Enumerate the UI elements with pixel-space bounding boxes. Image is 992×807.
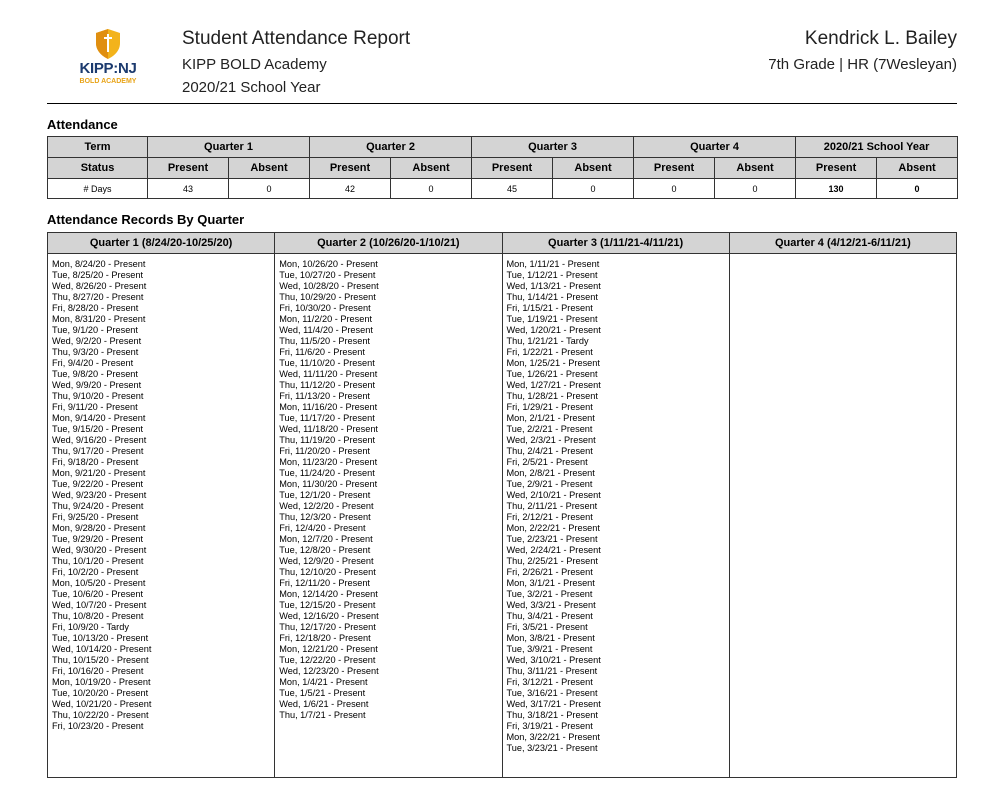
attendance-section-title: Attendance xyxy=(47,117,118,132)
attendance-record-item: Wed, 8/26/20 - Present xyxy=(52,281,147,291)
attendance-record-item: Fri, 10/2/20 - Present xyxy=(52,567,139,577)
records-section-title: Attendance Records By Quarter xyxy=(47,212,245,227)
year-present-label: Present xyxy=(796,158,877,179)
q3-absent-value: 0 xyxy=(553,179,634,199)
attendance-record-item: Wed, 12/23/20 - Present xyxy=(279,666,379,676)
attendance-record-item: Wed, 9/2/20 - Present xyxy=(52,336,142,346)
attendance-record-item: Tue, 8/25/20 - Present xyxy=(52,270,144,280)
attendance-record-item: Tue, 10/13/20 - Present xyxy=(52,633,149,643)
attendance-record-item: Thu, 12/10/20 - Present xyxy=(279,567,376,577)
days-row xyxy=(48,179,958,199)
attendance-record-item: Tue, 12/15/20 - Present xyxy=(279,600,376,610)
attendance-record-item: Wed, 3/10/21 - Present xyxy=(506,655,601,665)
attendance-record-item: Fri, 9/4/20 - Present xyxy=(52,358,134,368)
status-label: Status xyxy=(48,158,148,179)
attendance-record-item: Thu, 12/17/20 - Present xyxy=(279,622,376,632)
quarter-2-column xyxy=(275,233,502,777)
attendance-record-item: Fri, 8/28/20 - Present xyxy=(52,303,139,313)
attendance-record-item: Wed, 2/24/21 - Present xyxy=(506,545,601,555)
attendance-record-item: Mon, 10/19/20 - Present xyxy=(52,677,151,687)
attendance-record-item: Tue, 2/23/21 - Present xyxy=(506,534,598,544)
attendance-record-item: Tue, 11/10/20 - Present xyxy=(279,358,375,368)
term-q1: Quarter 1 xyxy=(148,137,310,158)
attendance-record-item: Wed, 1/27/21 - Present xyxy=(506,380,601,390)
quarter-2-list xyxy=(275,254,501,721)
quarter-4-column xyxy=(730,233,956,777)
attendance-record-item: Thu, 3/4/21 - Present xyxy=(506,611,593,621)
attendance-record-item: Thu, 1/7/21 - Present xyxy=(279,710,366,720)
attendance-record-item: Thu, 10/8/20 - Present xyxy=(52,611,144,621)
attendance-record-item: Thu, 11/12/20 - Present xyxy=(279,380,376,390)
attendance-record-item: Mon, 10/26/20 - Present xyxy=(279,259,378,269)
attendance-record-item: Mon, 9/21/20 - Present xyxy=(52,468,146,478)
attendance-record-item: Tue, 9/1/20 - Present xyxy=(52,325,138,335)
attendance-record-item: Thu, 10/29/20 - Present xyxy=(279,292,376,302)
attendance-record-item: Tue, 10/27/20 - Present xyxy=(279,270,376,280)
attendance-record-item: Mon, 3/22/21 - Present xyxy=(506,732,600,742)
attendance-record-item: Wed, 3/17/21 - Present xyxy=(506,699,601,709)
quarter-4-list xyxy=(730,254,956,259)
attendance-record-item: Wed, 9/30/20 - Present xyxy=(52,545,147,555)
attendance-record-item: Mon, 3/8/21 - Present xyxy=(506,633,595,643)
attendance-record-item: Fri, 3/5/21 - Present xyxy=(506,622,588,632)
attendance-record-item: Wed, 12/16/20 - Present xyxy=(279,611,379,621)
status-header-row xyxy=(48,158,958,179)
attendance-record-item: Tue, 12/22/20 - Present xyxy=(279,655,376,665)
attendance-record-item: Tue, 9/15/20 - Present xyxy=(52,424,144,434)
attendance-record-item: Fri, 2/26/21 - Present xyxy=(506,567,593,577)
quarter-3-list xyxy=(503,254,729,754)
shield-icon xyxy=(94,28,122,60)
attendance-record-item: Fri, 2/12/21 - Present xyxy=(506,512,593,522)
attendance-record-item: Fri, 1/29/21 - Present xyxy=(506,402,593,412)
quarter-1-column xyxy=(48,233,275,777)
attendance-record-item: Thu, 1/21/21 - Tardy xyxy=(506,336,589,346)
attendance-record-item: Tue, 1/19/21 - Present xyxy=(506,314,598,324)
term-q3: Quarter 3 xyxy=(472,137,634,158)
attendance-summary-table xyxy=(47,136,958,199)
attendance-record-item: Mon, 12/14/20 - Present xyxy=(279,589,378,599)
attendance-record-item: Wed, 12/2/20 - Present xyxy=(279,501,374,511)
attendance-record-item: Tue, 3/2/21 - Present xyxy=(506,589,593,599)
quarter-2-header: Quarter 2 (10/26/20-1/10/21) xyxy=(275,233,501,254)
attendance-record-item: Wed, 10/21/20 - Present xyxy=(52,699,152,709)
attendance-record-item: Wed, 9/16/20 - Present xyxy=(52,435,147,445)
attendance-record-item: Wed, 3/3/21 - Present xyxy=(506,600,596,610)
attendance-record-item: Tue, 2/2/21 - Present xyxy=(506,424,593,434)
attendance-records-table xyxy=(47,232,957,778)
attendance-record-item: Mon, 9/14/20 - Present xyxy=(52,413,146,423)
q4-absent-label: Absent xyxy=(715,158,796,179)
q2-absent-label: Absent xyxy=(391,158,472,179)
attendance-record-item: Mon, 1/25/21 - Present xyxy=(506,358,600,368)
attendance-record-item: Fri, 11/6/20 - Present xyxy=(279,347,365,357)
attendance-record-item: Fri, 12/18/20 - Present xyxy=(279,633,371,643)
attendance-record-item: Wed, 11/11/20 - Present xyxy=(279,369,378,379)
attendance-record-item: Fri, 9/11/20 - Present xyxy=(52,402,138,412)
attendance-record-item: Thu, 1/14/21 - Present xyxy=(506,292,598,302)
quarter-1-header: Quarter 1 (8/24/20-10/25/20) xyxy=(48,233,274,254)
attendance-record-item: Thu, 11/19/20 - Present xyxy=(279,435,376,445)
q1-absent-value: 0 xyxy=(229,179,310,199)
attendance-record-item: Mon, 1/4/21 - Present xyxy=(279,677,368,687)
q4-absent-value: 0 xyxy=(715,179,796,199)
student-name: Kendrick L. Bailey xyxy=(804,28,957,49)
attendance-record-item: Wed, 1/13/21 - Present xyxy=(506,281,601,291)
q2-absent-value: 0 xyxy=(391,179,472,199)
attendance-record-item: Fri, 12/4/20 - Present xyxy=(279,523,366,533)
attendance-record-item: Fri, 3/12/21 - Present xyxy=(506,677,593,687)
attendance-record-item: Thu, 10/15/20 - Present xyxy=(52,655,149,665)
attendance-record-item: Mon, 2/1/21 - Present xyxy=(506,413,595,423)
term-year: 2020/21 School Year xyxy=(796,137,958,158)
days-label: # Days xyxy=(48,179,148,199)
term-header-row xyxy=(48,137,958,158)
attendance-record-item: Fri, 3/19/21 - Present xyxy=(506,721,593,731)
attendance-record-item: Tue, 3/16/21 - Present xyxy=(506,688,598,698)
attendance-record-item: Tue, 9/8/20 - Present xyxy=(52,369,138,379)
attendance-record-item: Thu, 1/28/21 - Present xyxy=(506,391,598,401)
attendance-record-item: Thu, 2/25/21 - Present xyxy=(506,556,598,566)
attendance-record-item: Mon, 2/22/21 - Present xyxy=(506,523,600,533)
attendance-record-item: Thu, 9/24/20 - Present xyxy=(52,501,144,511)
q4-present-label: Present xyxy=(634,158,715,179)
attendance-record-item: Wed, 10/7/20 - Present xyxy=(52,600,147,610)
logo-text: KIPP:NJ xyxy=(79,60,137,77)
attendance-record-item: Fri, 10/16/20 - Present xyxy=(52,666,144,676)
attendance-record-item: Mon, 9/28/20 - Present xyxy=(52,523,146,533)
year-absent-value: 0 xyxy=(877,179,958,199)
report-title: Student Attendance Report xyxy=(182,28,411,49)
attendance-record-item: Mon, 11/23/20 - Present xyxy=(279,457,378,467)
attendance-record-item: Mon, 11/2/20 - Present xyxy=(279,314,373,324)
term-q4: Quarter 4 xyxy=(634,137,796,158)
attendance-record-item: Fri, 10/23/20 - Present xyxy=(52,721,144,731)
attendance-record-item: Tue, 3/23/21 - Present xyxy=(506,743,598,753)
q3-absent-label: Absent xyxy=(553,158,634,179)
attendance-record-item: Tue, 3/9/21 - Present xyxy=(506,644,593,654)
attendance-record-item: Fri, 9/25/20 - Present xyxy=(52,512,139,522)
attendance-record-item: Mon, 12/7/20 - Present xyxy=(279,534,373,544)
report-header xyxy=(47,0,957,104)
q3-present-value: 45 xyxy=(472,179,553,199)
quarter-1-list xyxy=(48,254,274,732)
attendance-record-item: Wed, 2/10/21 - Present xyxy=(506,490,601,500)
attendance-record-item: Mon, 11/30/20 - Present xyxy=(279,479,378,489)
attendance-record-item: Mon, 10/5/20 - Present xyxy=(52,578,146,588)
attendance-record-item: Wed, 12/9/20 - Present xyxy=(279,556,374,566)
quarter-4-header: Quarter 4 (4/12/21-6/11/21) xyxy=(730,233,956,254)
attendance-record-item: Fri, 1/22/21 - Present xyxy=(506,347,593,357)
attendance-record-item: Mon, 3/1/21 - Present xyxy=(506,578,595,588)
year-absent-label: Absent xyxy=(877,158,958,179)
q1-present-label: Present xyxy=(148,158,229,179)
grade-homeroom: 7th Grade | HR (7Wesleyan) xyxy=(768,56,957,73)
attendance-record-item: Thu, 2/11/21 - Present xyxy=(506,501,598,511)
q1-absent-label: Absent xyxy=(229,158,310,179)
attendance-record-item: Thu, 9/17/20 - Present xyxy=(52,446,144,456)
attendance-record-item: Thu, 9/3/20 - Present xyxy=(52,347,139,357)
q2-present-value: 42 xyxy=(310,179,391,199)
attendance-record-item: Tue, 10/6/20 - Present xyxy=(52,589,144,599)
attendance-record-item: Tue, 12/8/20 - Present xyxy=(279,545,371,555)
q2-present-label: Present xyxy=(310,158,391,179)
attendance-record-item: Mon, 12/21/20 - Present xyxy=(279,644,378,654)
attendance-record-item: Thu, 3/18/21 - Present xyxy=(506,710,598,720)
attendance-record-item: Mon, 8/31/20 - Present xyxy=(52,314,146,324)
school-year: 2020/21 School Year xyxy=(182,79,321,96)
attendance-record-item: Tue, 11/24/20 - Present xyxy=(279,468,375,478)
q1-present-value: 43 xyxy=(148,179,229,199)
quarter-3-column xyxy=(503,233,730,777)
school-logo xyxy=(73,28,143,90)
term-q2: Quarter 2 xyxy=(310,137,472,158)
attendance-record-item: Wed, 9/23/20 - Present xyxy=(52,490,147,500)
term-label: Term xyxy=(48,137,148,158)
attendance-record-item: Tue, 9/22/20 - Present xyxy=(52,479,144,489)
attendance-record-item: Fri, 2/5/21 - Present xyxy=(506,457,588,467)
attendance-record-item: Fri, 1/15/21 - Present xyxy=(506,303,593,313)
attendance-record-item: Wed, 11/18/20 - Present xyxy=(279,424,378,434)
attendance-record-item: Wed, 10/28/20 - Present xyxy=(279,281,379,291)
attendance-record-item: Mon, 8/24/20 - Present xyxy=(52,259,146,269)
attendance-record-item: Wed, 11/4/20 - Present xyxy=(279,325,373,335)
attendance-record-item: Thu, 10/1/20 - Present xyxy=(52,556,144,566)
attendance-record-item: Tue, 12/1/20 - Present xyxy=(279,490,371,500)
attendance-record-item: Mon, 11/16/20 - Present xyxy=(279,402,378,412)
attendance-record-item: Fri, 11/20/20 - Present xyxy=(279,446,370,456)
attendance-record-item: Thu, 12/3/20 - Present xyxy=(279,512,371,522)
attendance-record-item: Fri, 12/11/20 - Present xyxy=(279,578,370,588)
attendance-record-item: Tue, 9/29/20 - Present xyxy=(52,534,144,544)
logo-subtext: BOLD ACADEMY xyxy=(79,78,137,85)
attendance-record-item: Fri, 11/13/20 - Present xyxy=(279,391,370,401)
attendance-record-item: Tue, 2/9/21 - Present xyxy=(506,479,593,489)
attendance-record-item: Thu, 8/27/20 - Present xyxy=(52,292,144,302)
attendance-record-item: Fri, 10/30/20 - Present xyxy=(279,303,371,313)
attendance-record-item: Thu, 11/5/20 - Present xyxy=(279,336,370,346)
attendance-record-item: Wed, 1/20/21 - Present xyxy=(506,325,601,335)
attendance-record-item: Fri, 10/9/20 - Tardy xyxy=(52,622,129,632)
attendance-record-item: Thu, 9/10/20 - Present xyxy=(52,391,144,401)
year-present-value: 130 xyxy=(796,179,877,199)
attendance-record-item: Wed, 10/14/20 - Present xyxy=(52,644,152,654)
attendance-record-item: Tue, 1/12/21 - Present xyxy=(506,270,598,280)
attendance-record-item: Mon, 1/11/21 - Present xyxy=(506,259,600,269)
attendance-record-item: Tue, 11/17/20 - Present xyxy=(279,413,375,423)
q3-present-label: Present xyxy=(472,158,553,179)
attendance-record-item: Tue, 10/20/20 - Present xyxy=(52,688,149,698)
attendance-record-item: Thu, 3/11/21 - Present xyxy=(506,666,598,676)
q4-present-value: 0 xyxy=(634,179,715,199)
attendance-record-item: Thu, 2/4/21 - Present xyxy=(506,446,593,456)
school-name: KIPP BOLD Academy xyxy=(182,56,327,73)
attendance-record-item: Wed, 2/3/21 - Present xyxy=(506,435,596,445)
attendance-record-item: Thu, 10/22/20 - Present xyxy=(52,710,149,720)
attendance-record-item: Tue, 1/5/21 - Present xyxy=(279,688,366,698)
attendance-record-item: Wed, 9/9/20 - Present xyxy=(52,380,142,390)
attendance-record-item: Wed, 1/6/21 - Present xyxy=(279,699,369,709)
attendance-record-item: Mon, 2/8/21 - Present xyxy=(506,468,595,478)
attendance-record-item: Fri, 9/18/20 - Present xyxy=(52,457,139,467)
attendance-record-item: Tue, 1/26/21 - Present xyxy=(506,369,598,379)
quarter-3-header: Quarter 3 (1/11/21-4/11/21) xyxy=(503,233,729,254)
